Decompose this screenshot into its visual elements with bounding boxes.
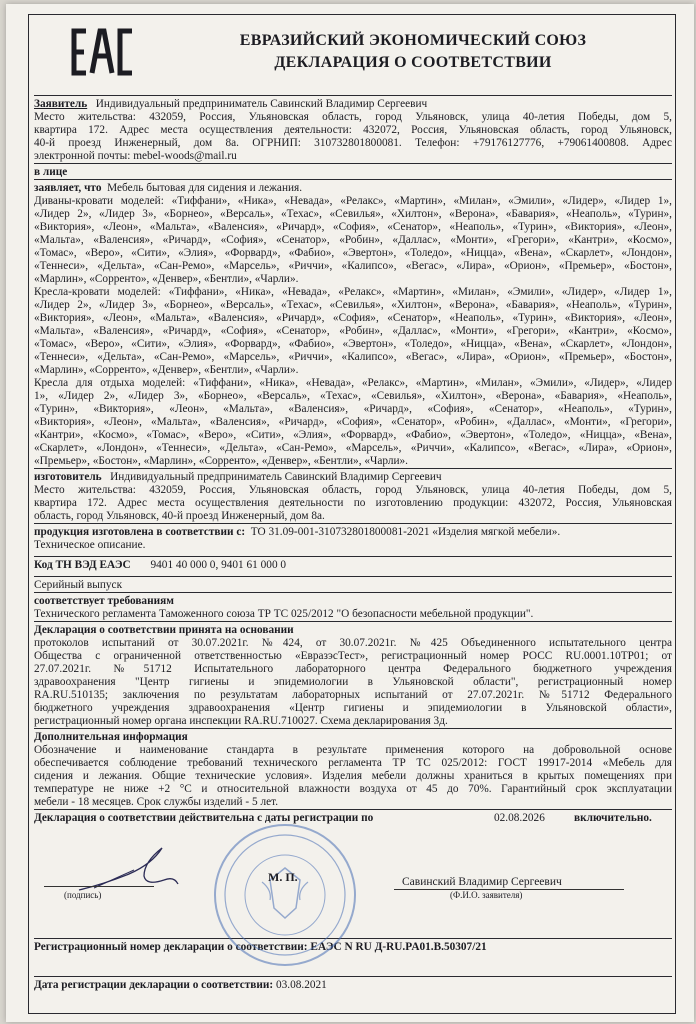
additional-line: мебели - 18 месяцев. Срок службы изделий - 5 лет. (34, 796, 279, 808)
basis-line: 27.07.2021г. №51712 Испытательного лабораторного центра Федерального бюджетного учреждения (34, 663, 672, 675)
basis-line: RA.RU.510135; заключения по результатам лабораторных испытаний от 27.07.2021г. №51712 Федерального (34, 689, 672, 701)
manufacturer-line: область, город Ульяновск, 40-й проезд Инженерный, дом 8а. (34, 510, 325, 522)
manufacturer-name: Индивидуальный предприниматель Савинский Владимир Сергеевич (110, 471, 442, 483)
manufacturer-line: квартира 172. Адрес места осуществления деятельности по изготовлению продукции: 432072, Россия, Ульяновская (34, 497, 672, 509)
declares-line: «Виктория», «Леон», «Мальта», «Валенсия», «Ричард», «София», «Сенатор», «Робин», «Даллас», «Монти», «Грегори», (34, 416, 672, 428)
basis-line: Общества с ограниченной ответственностью «ЕвразэсТест», регистрационный номер РОСС RU.0001.10ТР01; от (34, 650, 672, 662)
signature-caption: (подпись) (64, 890, 102, 900)
reg-date-label: Дата регистрации декларации о соответствии: (34, 979, 274, 991)
declares-line: «Премьер», «Бостон», «Марлин», «Сорренто», «Денвер», «Бентли», «Чарли». (34, 455, 409, 467)
v-litse-section (34, 163, 672, 179)
additional-line: обеспечивается соблюдение требований технического регламента ТР ТС 025/2012: ГОСТ 19917-2014 «Мебель для (34, 757, 672, 769)
declaration-content (34, 20, 672, 992)
additional-label: Дополнительная информация (34, 731, 188, 743)
applicant-line: Место жительства: 432059, Россия, Ульяновская область, город Ульяновск, улица 40-летия Победы, дом 5, (34, 111, 672, 123)
tn-ved-section (34, 556, 672, 572)
header (34, 20, 672, 95)
declares-line: «Теннеси», «Дельта», «Сан-Ремо», «Марсель», «Риччи», «Калипсо», «Вегас», «Лира», «Орион», «Премьер», «Бостон», (34, 351, 672, 363)
declares-line: «Теннеси», «Дельта», «Сан-Ремо», «Марсель», «Риччи», «Калипсо», «Вегас», «Лира», «Орион», «Премьер», «Бостон», (34, 260, 672, 272)
declares-line: «Томас», «Веро», «Сити», «Элия», «Форвард», «Фабио», «Эвертон», «Толедо», «Ницца», «Вена», «Скарлет», «Лондон», (34, 338, 672, 350)
validity-label: Декларация о соответствии действительна с даты регистрации по (34, 812, 374, 824)
eac-logo-icon (70, 28, 136, 76)
manufacturer-row (34, 469, 672, 484)
mp-label: М. П. (268, 870, 298, 884)
round-seal-stamp-icon (210, 820, 360, 970)
applicant-row (34, 96, 672, 111)
produced-extra: Техническое описание. (34, 539, 146, 551)
additional-section (34, 728, 672, 809)
validity-suffix: включительно. (574, 812, 652, 824)
title-declaration: ДЕКЛАРАЦИЯ О СООТВЕТСТВИИ (274, 54, 552, 71)
tn-ved-row (34, 557, 672, 572)
manufacturer-label: изготовитель (34, 471, 102, 483)
tn-ved-value: 9401 40 000 0, 9401 61 000 0 (150, 559, 287, 571)
reg-date-section (34, 976, 672, 992)
basis-line: протоколов испытаний от 30.07.2021г. №424, от 30.07.2021г. №425 Объединенного испытательного центра (34, 637, 672, 649)
signature-line (44, 886, 154, 887)
applicant-line: электронной почты: mebel-woods@mail.ru (34, 150, 237, 162)
declares-line: 1», «Лидер 2», «Лидер 3», «Борнео», «Версаль», «Техас», «Севилья», «Хилтон», «Верона», «Бавария», «Неаполь», (34, 390, 672, 402)
tn-ved-label: Код ТН ВЭД ЕАЭС (34, 559, 131, 571)
declares-line: «Виктория», «Леон», «Мальта», «Валенсия», «Ричард», «София», «Сенатор», «Неаполь», «Турин», «Виктория», «Леон», (34, 312, 672, 324)
additional-line: температуре не ниже +2 °С и относительной влажности воздуха от 45 до 70%. Гарантийный срок эксплуатации (34, 783, 672, 795)
produced-label: продукция изготовлена в соответствии с: (34, 526, 246, 538)
additional-line: сидения и лежания. Общие технические условия». Изделия мебели должны храниться в крытых помещениях при (34, 770, 672, 782)
produced-section (34, 523, 672, 552)
applicant-label: Заявитель (34, 98, 88, 110)
declares-line: «Марлин», «Сорренто», «Денвер», «Бентли», «Чарли». (34, 273, 299, 285)
basis-section (34, 621, 672, 728)
additional-line: Обозначение и наименование стандарта в результате применения которого на добровольной основе (34, 744, 672, 756)
declares-line: «Мальта», «Валенсия», «Ричард», «София», «Сенатор», «Робин», «Даллас», «Монти», «Грегори», «Кантри», «Космо», (34, 234, 672, 246)
reg-date-value: 03.08.2021 (275, 979, 327, 991)
declares-line: «Лидер 2», «Лидер 3», «Борнео», «Версаль», «Техас», «Севилья», «Хилтон», «Верона», «Бавария», «Неаполь», «Турин», (34, 299, 672, 311)
declares-line: «Виктория», «Леон», «Мальта», «Валенсия», «Ричард», «София», «Сенатор», «Неаполь», «Турин», «Виктория», «Леон», (34, 221, 672, 233)
basis-label: Декларация о соответствии принята на основании (34, 624, 294, 636)
declares-line: «Скарлет», «Лондон», «Теннеси», «Дельта», «Сан-Ремо», «Марсель», «Риччи», «Калипсо», «Вегас», «Лира», «Орион», (34, 442, 672, 454)
declares-line: «Мальта», «Валенсия», «Ричард», «София», «Сенатор», «Робин», «Даллас», «Монти», «Грегори», «Кантри», «Космо», (34, 325, 672, 337)
declares-first: Мебель бытовая для сидения и лежания. (107, 182, 303, 194)
reg-date-row (34, 977, 672, 992)
declares-line: «Лидер 2», «Лидер 3», «Борнео», «Версаль», «Техас», «Севилья», «Хилтон», «Верона», «Бавария», «Неаполь», «Турин», (34, 208, 672, 220)
manufacturer-line: Место жительства: 432059, Россия, Ульяновская область, город Ульяновск, улица 40-летия Победы, дом 5, (34, 484, 672, 496)
applicant-signatory-name: Савинский Владимир Сергеевич (402, 876, 562, 888)
document-title (154, 30, 672, 74)
requirements-section (34, 592, 672, 621)
applicant-line: квартира 172. Адрес места осуществления деятельности: 432072, Россия, Ульяновская область, город Ульяновск, (34, 124, 672, 136)
manufacturer-section (34, 468, 672, 523)
declares-line: «Кантри», «Космо», «Томас», «Веро», «Сити», «Элия», «Форвард», «Фабио», «Эвертон», «Толедо», «Ницца», «Вена», (34, 429, 672, 441)
basis-line: регистрационный номер органа инспекции RA.RU.710027. Схема декларирования 3д. (34, 715, 448, 727)
declares-line: «Марлин», «Сорренто», «Денвер», «Бентли», «Чарли». (34, 364, 299, 376)
produced-row (34, 524, 672, 539)
applicant-name: Индивидуальный предприниматель Савинский Владимир Сергеевич (95, 98, 428, 110)
applicant-section (34, 95, 672, 163)
declares-lines (34, 195, 672, 468)
declares-line: Кресла-кровати моделей: «Тиффани», «Ника», «Невада», «Релакс», «Мартин», «Милан», «Эмили», «Лидер», «Лидер 1», (34, 286, 672, 298)
declares-line: Кресла для отдыха моделей: «Тиффани», «Ника», «Невада», «Релакс», «Мартин», «Милан», «Эмили», «Лидер», «Лидер (34, 377, 672, 389)
v-litse-label: в лице (34, 166, 68, 178)
basis-line: бюджетного учреждения здравоохранения «Центр гигиены и эпидемиологии в Ульяновской области», (34, 702, 672, 714)
serial-section (34, 576, 672, 592)
requirements-value: Технического регламента Таможенного союза ТР ТС 025/2012 "О безопасности мебельной продукции". (34, 608, 534, 620)
requirements-label: соответствует требованиям (34, 595, 174, 607)
serial-text: Серийный выпуск (34, 579, 123, 591)
produced-value: ТО 31.09-001-310732801800081-2021 «Изделия мягкой мебели». (250, 526, 561, 538)
applicant-line: 40-й проезд Инженерный, дом 8а. ОГРНИП: 310732801800081. Телефон: +79176127776, +79061400808. Адрес (34, 137, 672, 149)
declares-line: «Томас», «Веро», «Сити», «Элия», «Форвард», «Фабио», «Эвертон», «Толедо», «Ницца», «Вена», «Скарлет», «Лондон», (34, 247, 672, 259)
declares-row (34, 180, 672, 195)
fio-caption: (Ф.И.О. заявителя) (450, 890, 523, 900)
validity-date: 02.08.2026 (494, 812, 545, 824)
basis-line: здравоохранения "Центр гигиены и эпидемиологии в Ульяновской области", регистрационный номер (34, 676, 672, 688)
declares-section (34, 179, 672, 468)
declares-line: «Турин», «Виктория», «Леон», «Мальта», «Валенсия», «Ричард», «София», «Сенатор», «Неаполь», «Турин», (34, 403, 672, 415)
title-union: ЕВРАЗИЙСКИЙ ЭКОНОМИЧЕСКИЙ СОЮЗ (239, 32, 587, 49)
registration-number: ЕАЭС N RU Д-RU.PA01.B.50307/21 (310, 941, 487, 953)
signature-area (34, 828, 672, 938)
registration-label: Регистрационный номер декларации о соответствии: (34, 941, 308, 953)
declares-label: заявляет, что (34, 182, 102, 194)
declares-line: Диваны-кровати моделей: «Тиффани», «Ника», «Невада», «Релакс», «Мартин», «Милан», «Эмили», «Лидер», «Лидер 1», (34, 195, 672, 207)
